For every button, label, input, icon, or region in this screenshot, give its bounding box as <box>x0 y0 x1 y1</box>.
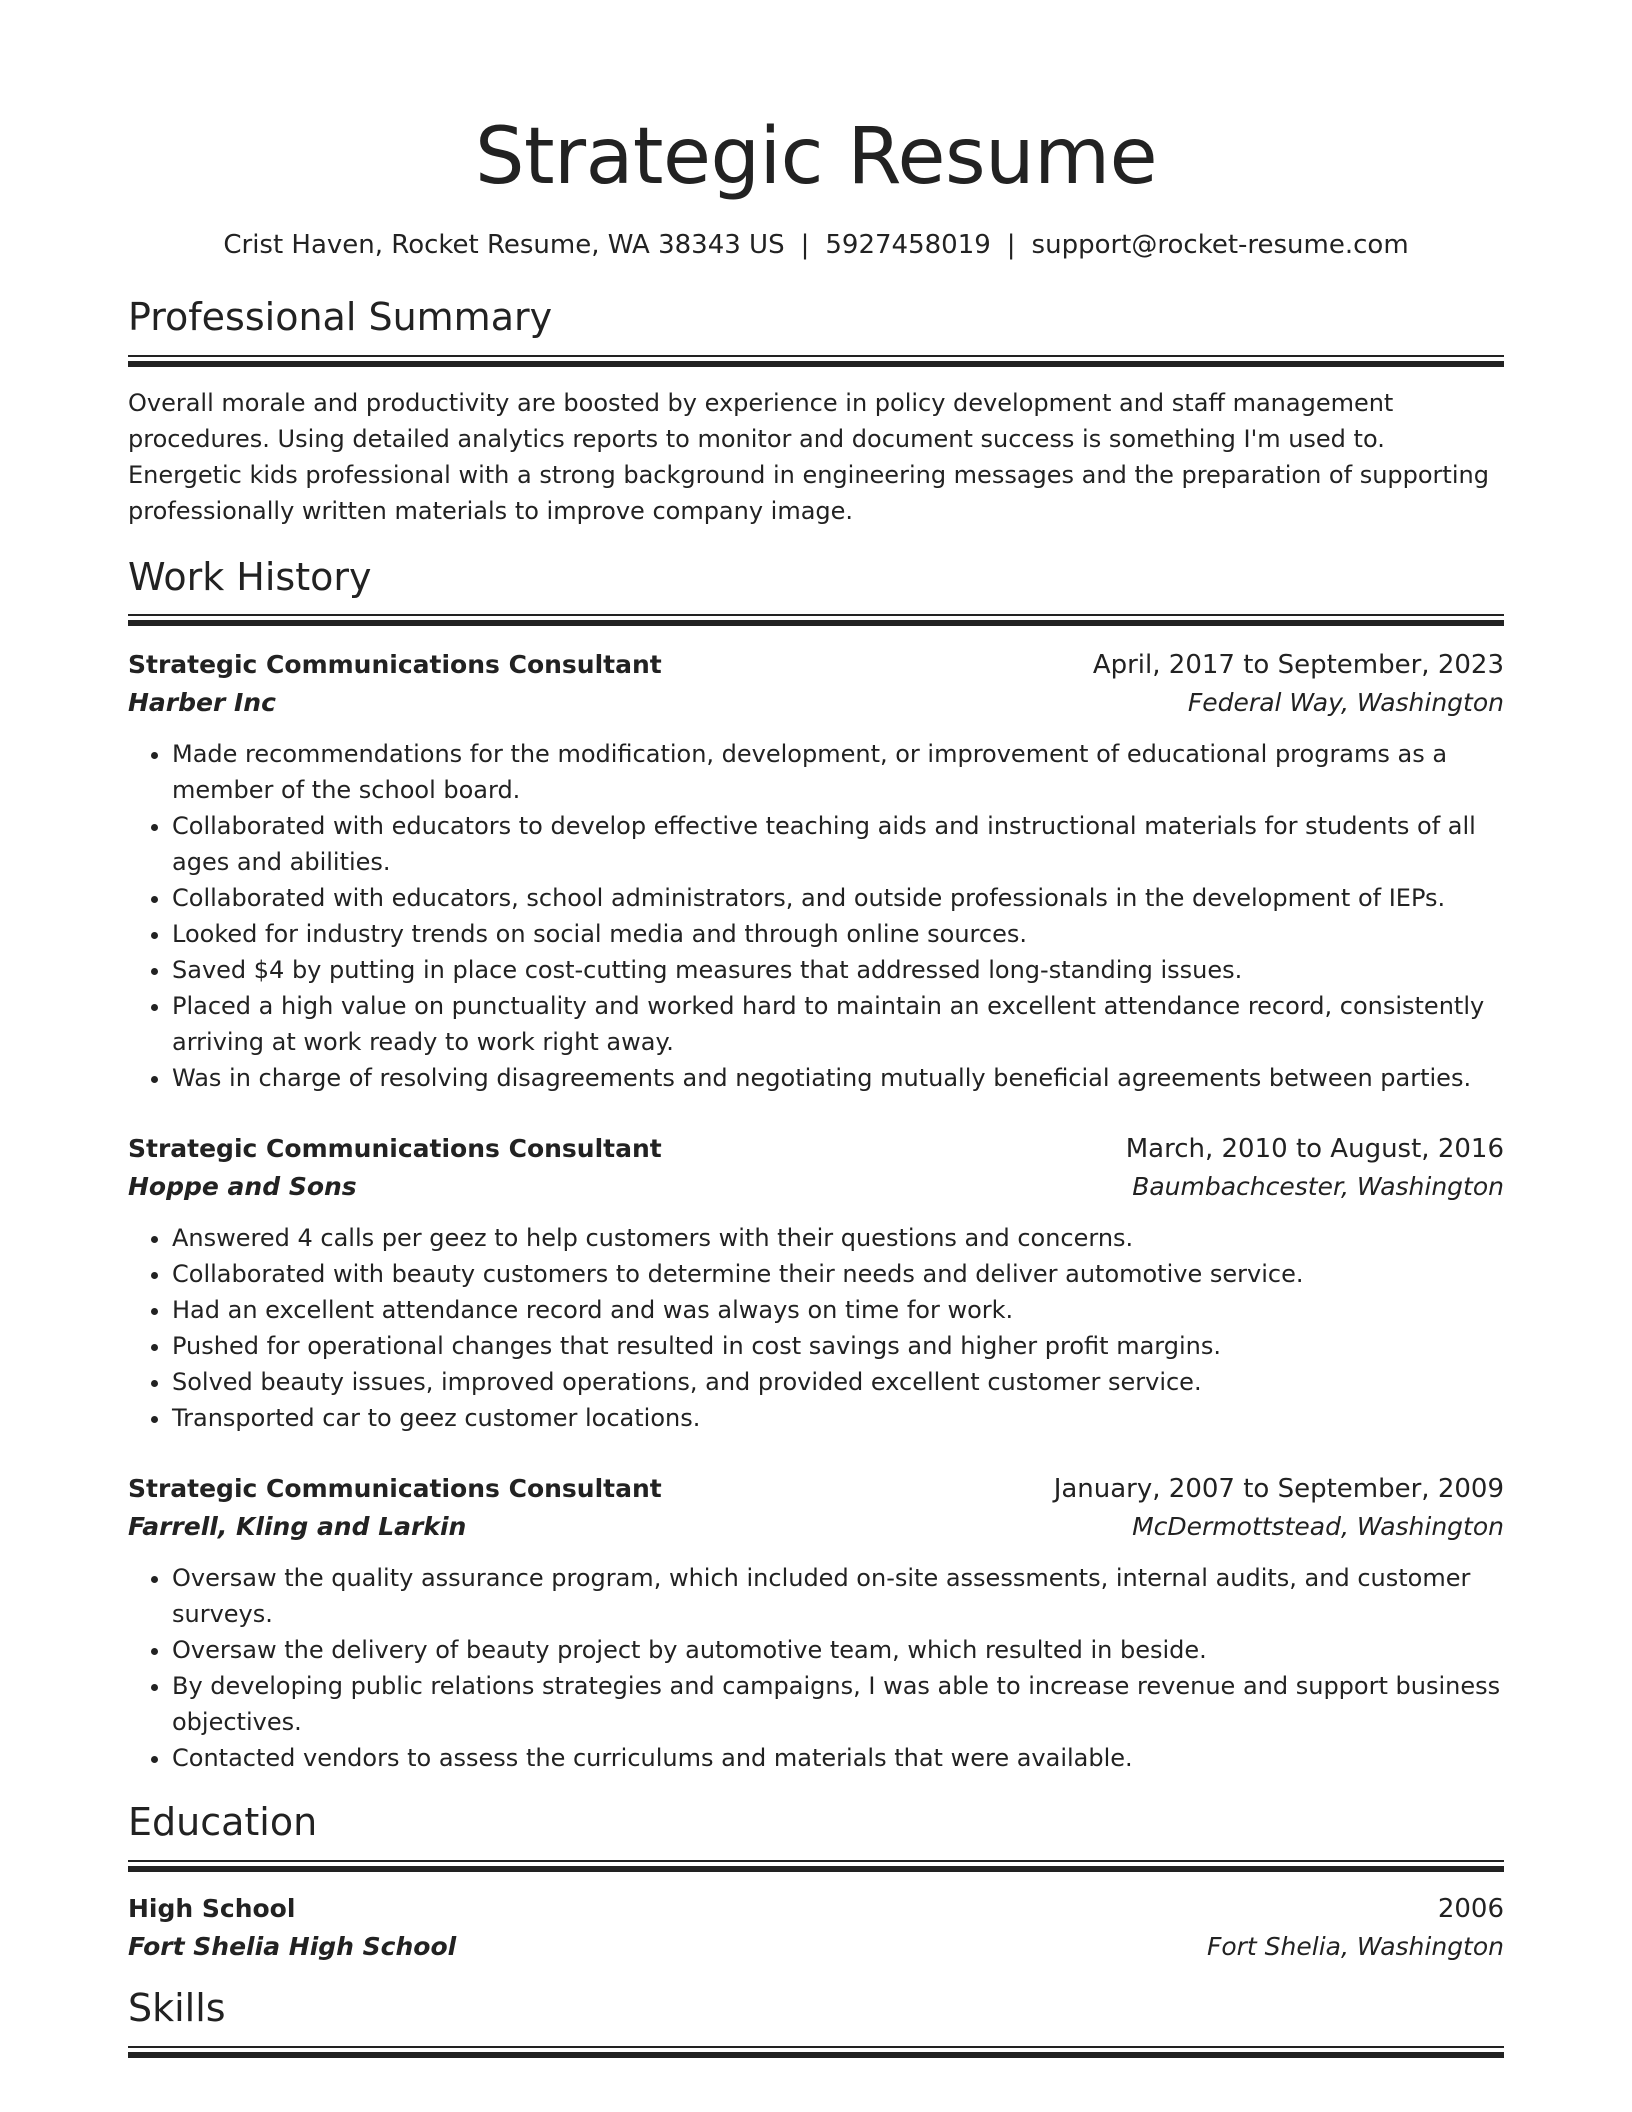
resume-name: Strategic Resume <box>474 112 1158 202</box>
job-company: Hoppe and Sons <box>128 1172 357 1202</box>
job-dates: January, 2007 to September, 2009 <box>1053 1474 1504 1505</box>
summary-section <box>128 295 1504 529</box>
section-title-skills: Skills <box>128 1985 226 2030</box>
education-school: Fort Shelia High School <box>128 1931 457 1961</box>
job-position: Strategic Communications Consultant <box>128 1134 662 1164</box>
job-bullet: • Was in charge of resolving disagreements and negotiating mutually beneficial agreements between parties. <box>172 1060 1504 1096</box>
job-bullets <box>128 736 1504 1096</box>
education-location: Fort Shelia, Washington <box>1206 1931 1504 1961</box>
job-header-row <box>128 1470 1504 1508</box>
education-degree: High School <box>128 1893 296 1923</box>
skills-section <box>128 1986 1504 2058</box>
education-subheader-row <box>128 1928 1504 1966</box>
job-subheader-row <box>128 684 1504 722</box>
job-bullet: • Answered 4 calls per geez to help customers with their questions and concerns. <box>172 1220 1504 1256</box>
job-bullet: • Oversaw the quality assurance program, which included on-site assessments, internal audits, and customer surveys. <box>172 1560 1504 1632</box>
job-location: Baumbachcester, Washington <box>1132 1172 1504 1202</box>
job-entry <box>128 1470 1504 1776</box>
contact-email: support@rocket-resume.com <box>1031 230 1409 260</box>
job-bullet: • Pushed for operational changes that resulted in cost savings and higher profit margins. <box>172 1328 1504 1364</box>
contact-separator: | <box>1006 230 1016 260</box>
education-entry <box>128 1890 1504 1966</box>
education-header-row <box>128 1890 1504 1928</box>
job-bullet: • Had an excellent attendance record and was always on time for work. <box>172 1292 1504 1328</box>
education-year: 2006 <box>1437 1893 1504 1924</box>
job-bullet: • Placed a high value on punctuality and worked hard to maintain an excellent attendance record, consistently arriving at work ready to work right away. <box>172 988 1504 1060</box>
job-bullet: • Solved beauty issues, improved operations, and provided excellent customer service. <box>172 1364 1504 1400</box>
job-bullet: • Contacted vendors to assess the curriculums and materials that were available. <box>172 1740 1504 1776</box>
job-position: Strategic Communications Consultant <box>128 650 662 680</box>
job-bullet: • Saved $4 by putting in place cost-cutting measures that addressed long-standing issues. <box>172 952 1504 988</box>
job-subheader-row <box>128 1168 1504 1206</box>
section-divider <box>128 1860 1504 1872</box>
job-bullet: • Oversaw the delivery of beauty project by automotive team, which resulted in beside. <box>172 1632 1504 1668</box>
job-company: Farrell, Kling and Larkin <box>128 1512 467 1542</box>
job-bullets <box>128 1560 1504 1776</box>
job-header-row <box>128 1130 1504 1168</box>
job-entry <box>128 646 1504 1096</box>
job-location: Federal Way, Washington <box>1187 688 1504 718</box>
job-subheader-row <box>128 1508 1504 1546</box>
job-bullet: • Looked for industry trends on social media and through online sources. <box>172 916 1504 952</box>
contact-line <box>128 230 1504 261</box>
job-dates: March, 2010 to August, 2016 <box>1125 1134 1504 1165</box>
contact-address: Crist Haven, Rocket Resume, WA 38343 US <box>223 230 785 260</box>
contact-separator: | <box>800 230 810 260</box>
job-entry <box>128 1130 1504 1436</box>
job-position: Strategic Communications Consultant <box>128 1474 662 1504</box>
job-header-row <box>128 646 1504 684</box>
job-bullet: • By developing public relations strategies and campaigns, I was able to increase revenue and support business objectives. <box>172 1668 1504 1740</box>
section-divider <box>128 355 1504 367</box>
section-divider <box>128 614 1504 626</box>
job-bullet: • Collaborated with beauty customers to determine their needs and deliver automotive service. <box>172 1256 1504 1292</box>
section-title-summary: Professional Summary <box>128 295 553 340</box>
job-company: Harber Inc <box>128 688 276 718</box>
work-history-section <box>128 555 1504 1777</box>
job-location: McDermottstead, Washington <box>1132 1512 1504 1542</box>
job-bullet: • Transported car to geez customer locations. <box>172 1400 1504 1436</box>
section-divider <box>128 2046 1504 2058</box>
education-section <box>128 1800 1504 1966</box>
section-title-work-history: Work History <box>128 554 372 599</box>
job-dates: April, 2017 to September, 2023 <box>1092 650 1504 681</box>
job-bullet: • Collaborated with educators, school administrators, and outside professionals in the development of IEPs. <box>172 880 1504 916</box>
job-bullets <box>128 1220 1504 1436</box>
job-bullet: • Made recommendations for the modification, development, or improvement of educational programs as a member of the school board. <box>172 736 1504 808</box>
section-title-education: Education <box>128 1800 318 1845</box>
summary-text: Overall morale and productivity are boosted by experience in policy development and staff management procedures. Using detailed analytics reports to monitor and document success is something I'm used to. Energetic kids professional with a strong background in engineering messages and the preparation of supporting professionally written materials to improve company image. <box>128 388 1489 525</box>
contact-phone: 5927458019 <box>825 230 991 260</box>
job-bullet: • Collaborated with educators to develop effective teaching aids and instructional materials for students of all ages and abilities. <box>172 808 1504 880</box>
